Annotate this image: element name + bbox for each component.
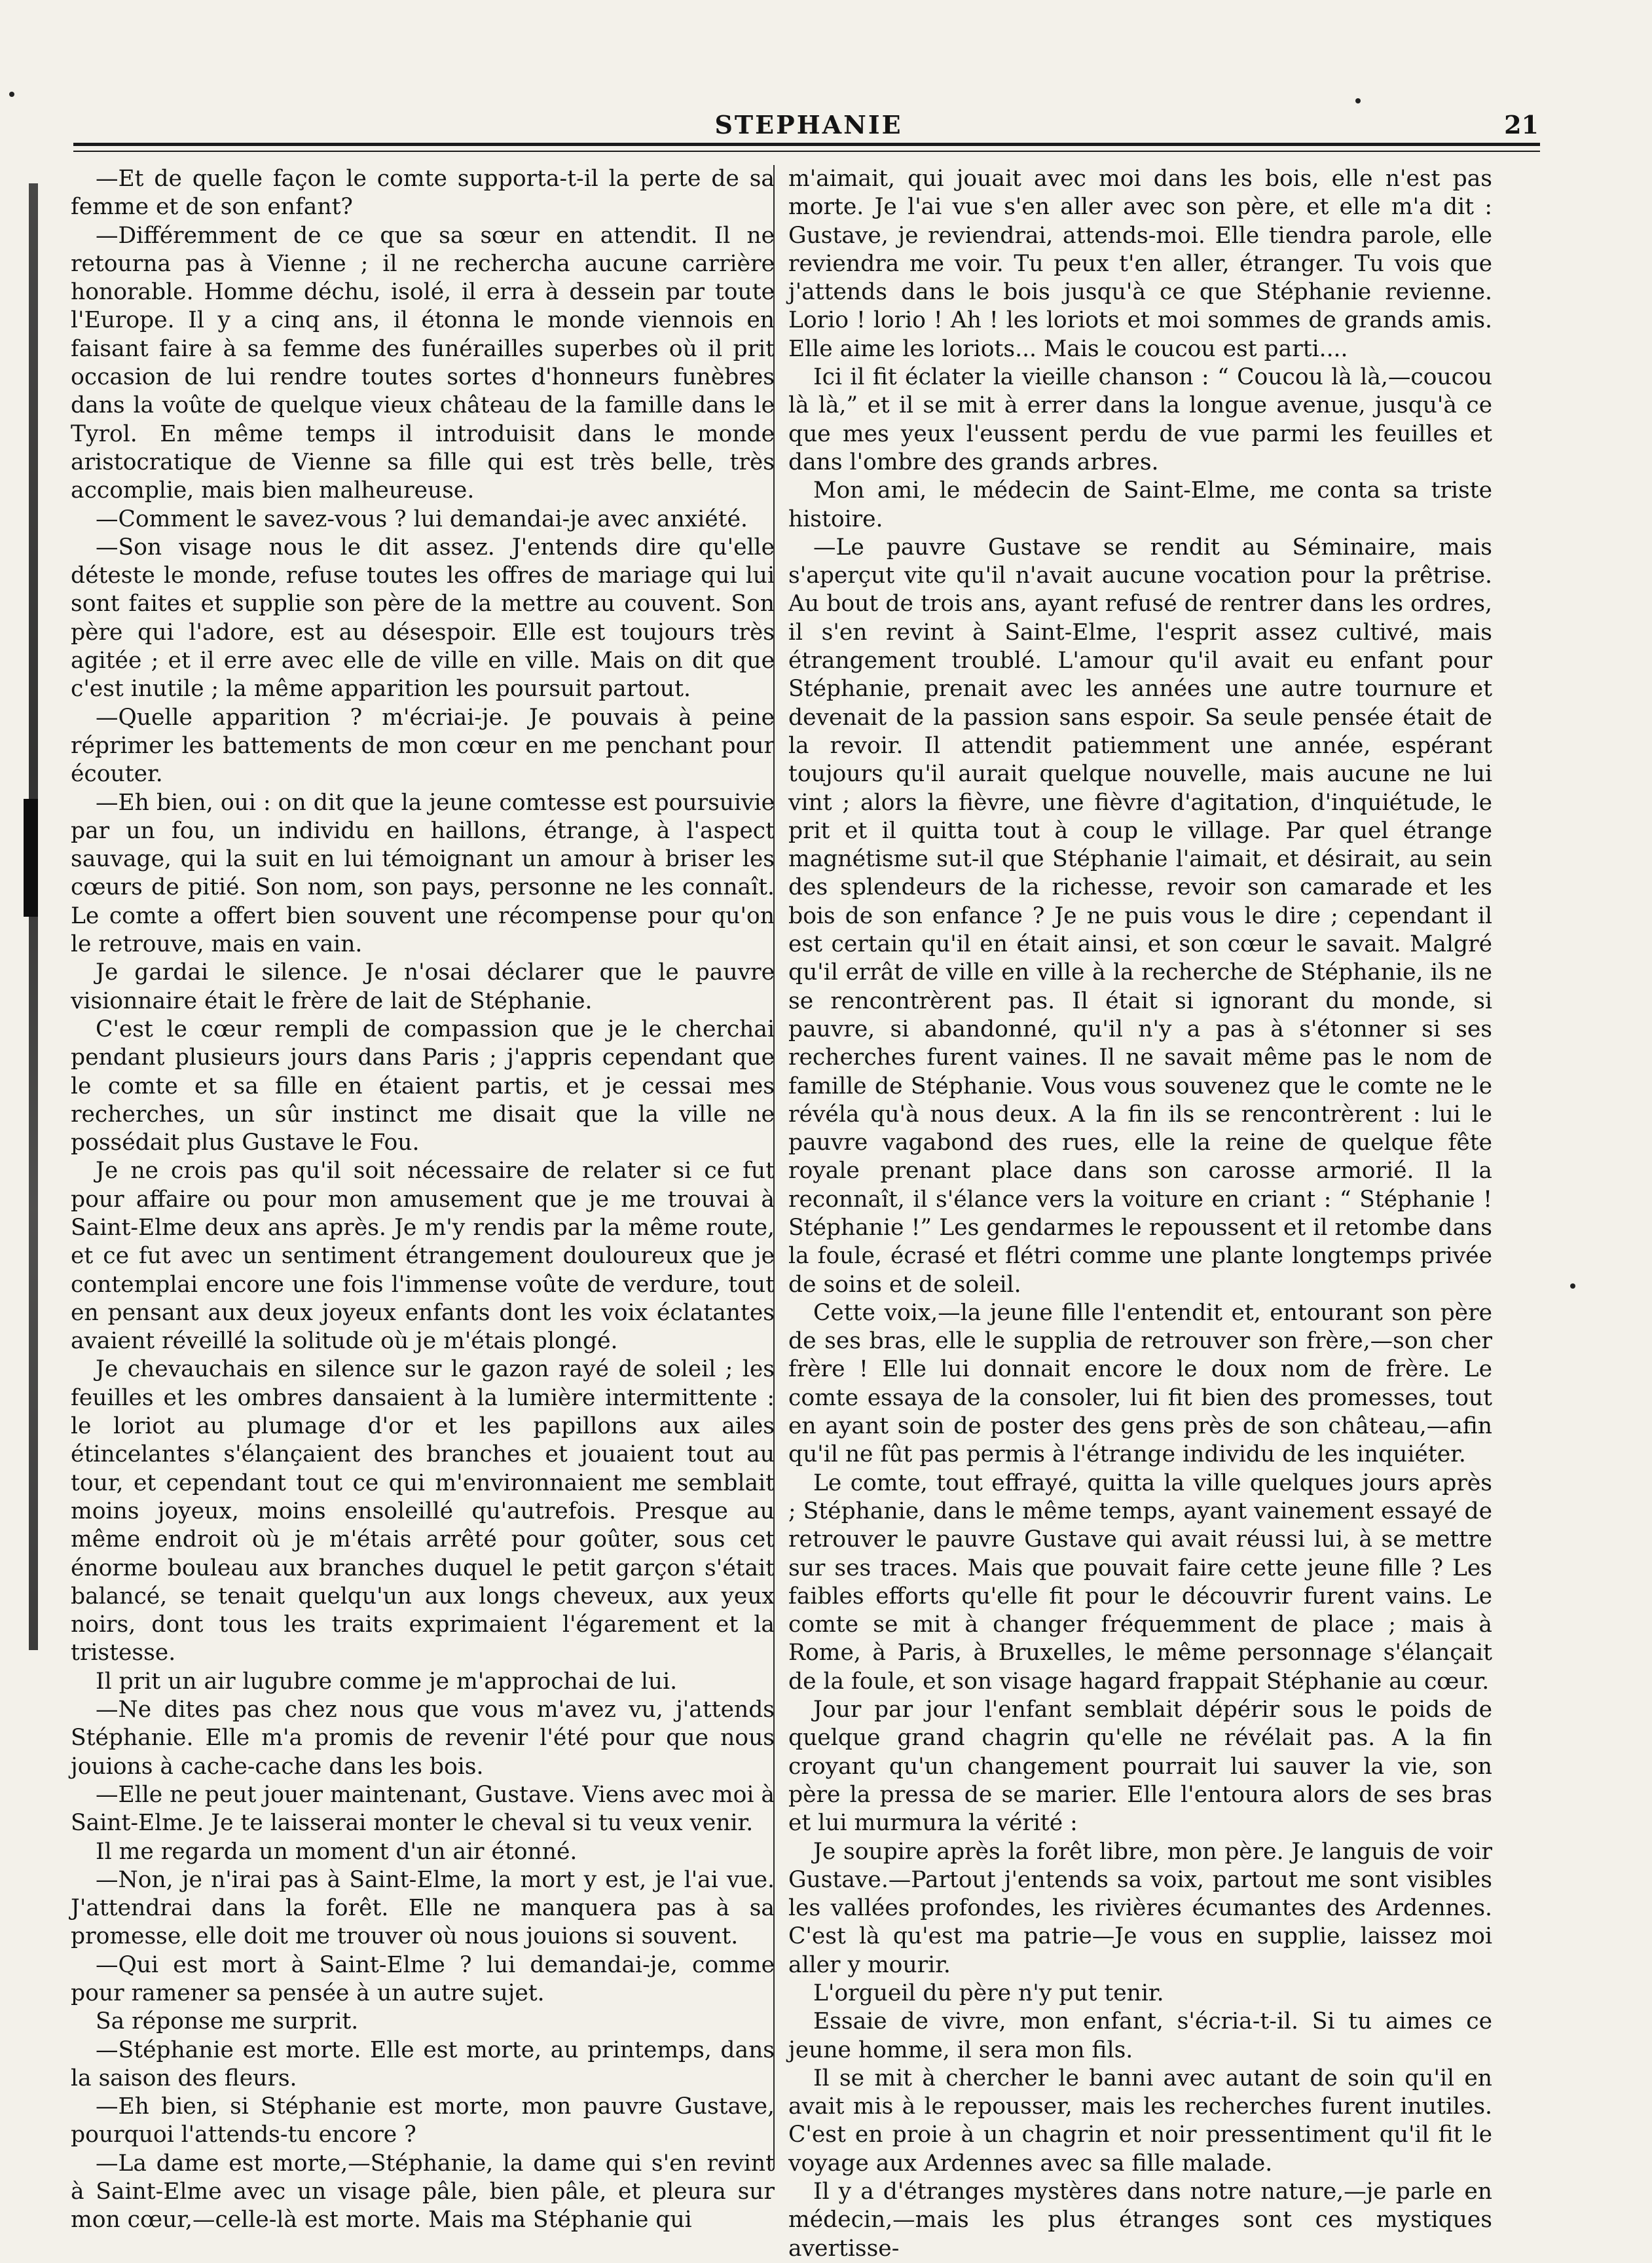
column-divider	[773, 165, 775, 2169]
scan-edge-mark	[24, 799, 38, 917]
paragraph: —Comment le savez-vous ? lui demandai-je avec anxiété.	[96, 506, 748, 532]
paragraph: —Son visage nous le dit assez. J'entends dire qu'elle déteste le monde, refuse toutes les offres de mariage qui lui sont faites et supplie son père de la mettre au couvent. Son père qui l'adore, est au désespoir. Elle est toujours très agitée ; et il erre avec elle de ville en ville. Mais on dit que c'est inutile ; la même apparition les poursuit partout.	[71, 534, 775, 703]
paragraph: Le comte, tout effrayé, quitta la ville quelques jours après ; Stéphanie, dans le même temps, ayant vainement essayé de retrouver le pauvre Gustave qui avait réussi lui, à se mettre sur ses traces. Mais que pouvait faire cette jeune fille ? Les faibles efforts qu'elle fit pour le découvrir furent vains. Le comte se mit à changer fréquemment de place ; mais à Rome, à Paris, à Bruxelles, le même personnage s'élançait de la foule, et son visage hagard frappait Stéphanie au cœur.	[788, 1469, 1492, 1695]
scan-speck	[9, 92, 14, 97]
paragraph: —Elle ne peut jouer maintenant, Gustave. Viens avec moi à Saint-Elme. Je te laisserai monter le cheval si tu veux venir.	[71, 1781, 775, 1837]
paragraph: Cette voix,—la jeune fille l'entendit et, entourant son père de ses bras, elle le supplia de retrouver son frère,—son cher frère ! Elle lui donnait encore le doux nom de frère. Le comte essaya de la consoler, lui fit bien des promesses, tout en ayant soin de poster des gens près de son château,—afin qu'il ne fût pas permis à l'étrange individu de les inquiéter.	[788, 1299, 1492, 1468]
paragraph: —La dame est morte,—Stéphanie, la dame qui s'en revint à Saint-Elme avec un visage pâle, bien pâle, et pleura sur mon cœur,—celle-là est morte. Mais ma Stéphanie qui	[71, 2150, 775, 2234]
paragraph: —Qui est mort à Saint-Elme ? lui demandai-je, comme pour ramener sa pensée à un autre sujet.	[71, 1951, 775, 2006]
paragraph: Essaie de vivre, mon enfant, s'écria-t-il. Si tu aimes ce jeune homme, il sera mon fils.	[788, 2008, 1492, 2063]
paragraph: L'orgueil du père n'y put tenir.	[813, 1980, 1164, 2006]
scan-speck	[1355, 98, 1361, 103]
scan-edge-shadow	[29, 183, 38, 1650]
paragraph: —Stéphanie est morte. Elle est morte, au printemps, dans la saison des fleurs.	[71, 2036, 775, 2091]
paragraph: Il se mit à chercher le banni avec autant de soin qu'il en avait mis à le repousser, mais les recherches furent inutiles. C'est en proie à un chagrin et noir pressentiment qu'il fit le voyage aux Ardennes avec sa fille malade.	[788, 2065, 1492, 2177]
paragraph: Ici il fit éclater la vieille chanson : “ Coucou là là,—coucou là là,” et il se mit à errer dans la longue avenue, jusqu'à ce que mes yeux l'eussent perdu de vue parmi les feuilles et dans l'ombre des grands arbres.	[788, 364, 1492, 475]
header-rule-thin	[73, 151, 1540, 152]
paragraph: —Ne dites pas chez nous que vous m'avez vu, j'attends Stéphanie. Elle m'a promis de revenir l'été pour que nous jouions à cache-cache dans les bois.	[71, 1697, 775, 1780]
paragraph: Je ne crois pas qu'il soit nécessaire de relater si ce fut pour affaire ou pour mon amusement que je me trouvai à Saint-Elme deux ans après. Je m'y rendis par la même route, et ce fut avec un sentiment étrangement douloureux que je contemplai encore une fois l'immense voûte de verdure, tout en pensant aux deux joyeux enfants dont les voix éclatantes avaient réveillé la solitude où je m'étais plongé.	[71, 1158, 775, 1355]
paragraph: Il me regarda un moment d'un air étonné.	[96, 1838, 578, 1865]
paragraph: Mon ami, le médecin de Saint-Elme, me conta sa triste histoire.	[788, 477, 1492, 532]
paragraph: —Le pauvre Gustave se rendit au Séminaire, mais s'aperçut vite qu'il n'avait aucune vocation pour la prêtrise. Au bout de trois ans, ayant refusé de rentrer dans les ordres, il s'en revint à Saint-Elme, l'esprit assez cultivé, mais étrangement troublé. L'amour qu'il avait eu enfant pour Stéphanie, prenait avec les années une autre tournure et devenait de la passion sans espoir. Sa seule pensée était de la revoir. Il attendit patiemment une année, espérant toujours qu'il aurait quelque nouvelle, mais aucune ne lui vint ; alors la fièvre, une fièvre d'agitation, d'inquiétude, le prit et il quitta tout à coup le village. Par quel étrange magnétisme sut-il que Stéphanie l'aimait, et désirait, au sein des splendeurs de la richesse, revoir son camarade et les bois de son enfance ? Je ne puis vous le dire ; cependant il est certain qu'il en était ainsi, et son cœur le savait. Malgré qu'il errât de ville en ville à la recherche de Stéphanie, ils ne se rencontrèrent pas. Il était si ignorant du monde, si pauvre, si abandonné, qu'il n'y a pas à s'étonner si ses recherches furent vaines. Il ne savait même pas le nom de famille de Stéphanie. Vous vous souvenez que le comte ne le révéla qu'à nous deux. A la fin ils se rencontrèrent : lui le pauvre vagabond des rues, elle la reine de quelque fête royale prenant place dans son carosse armorié. Il la reconnaît, il s'élance vers la voiture en criant : “ Stéphanie ! Stéphanie !” Les gendarmes le repoussent et il retombe dans la foule, écrasé et flétri comme une plante longtemps privée de soins et de soleil.	[788, 534, 1492, 1298]
paragraph: Il y a d'étranges mystères dans notre nature,—je parle en médecin,—mais les plus étranges sont ces mystiques avertisse-	[788, 2179, 1492, 2262]
paragraph: —Eh bien, oui : on dit que la jeune comtesse est poursuivie par un fou, un individu en haillons, étrange, à l'aspect sauvage, qui la suit en lui témoignant un amour à briser les cœurs de pitié. Son nom, son pays, personne ne les connaît. Le comte a offert bien souvent une récompense pour qu'on le retrouve, mais en vain.	[71, 789, 775, 958]
paragraph: Jour par jour l'enfant semblait dépérir sous le poids de quelque grand chagrin qu'elle ne révélait pas. A la fin croyant qu'un changement pourrait lui sauver la vie, son père la pressa de se marier. Elle l'entoura alors de ses bras et lui murmura la vérité :	[788, 1697, 1492, 1837]
paragraph: Il prit un air lugubre comme je m'approchai de lui.	[96, 1668, 678, 1695]
paragraph: —Non, je n'irai pas à Saint-Elme, la mort y est, je l'ai vue. J'attendrai dans la forêt. Elle ne manquera pas à sa promesse, elle doit me trouver où nous jouions si souvent.	[71, 1866, 775, 1950]
paragraph: m'aimait, qui jouait avec moi dans les bois, elle n'est pas morte. Je l'ai vue s'en aller avec son père, et elle m'a dit : Gustave, je reviendrai, attends-moi. Elle tiendra parole, elle reviendra me voir. Tu peux t'en aller, étranger. Tu vois que j'attends dans le bois jusqu'à ce que Stéphanie revienne. Lorio ! lorio ! Ah ! les loriots et moi sommes de grands amis. Elle aime les loriots... Mais le coucou est parti....	[788, 166, 1492, 362]
paragraph: —Différemment de ce que sa sœur en attendit. Il ne retourna pas à Vienne ; il ne rechercha aucune carrière honorable. Homme déchu, isolé, il erra à dessein par toute l'Europe. Il y a cinq ans, il étonna le monde viennois en faisant faire à sa femme des funérailles superbes où il prit occasion de lui rendre toutes sortes d'honneurs funèbres dans la voûte de quelque vieux château de la famille dans le Tyrol. En même temps il introduisit dans le monde aristocratique de Vienne sa fille qui est très belle, très accomplie, mais bien malheureuse.	[71, 222, 775, 504]
header-rule	[73, 143, 1540, 146]
paragraph: Sa réponse me surprit.	[96, 2008, 359, 2035]
paragraph: Je chevauchais en silence sur le gazon rayé de soleil ; les feuilles et les ombres dansaient à la lumière intermittente : le loriot au plumage d'or et les papillons aux ailes étincelantes s'élançaient des branches et jouaient tout au tour, et cependant tout ce qui m'environnaient me semblait moins joyeux, moins ensoleillé qu'autrefois. Presque au même endroit où je m'étais arrêté pour goûter, sous cet énorme bouleau aux branches duquel le petit garçon s'était balancé, se tenait quelqu'un aux longs cheveux, aux yeux noirs, dont tous les traits exprimaient l'égarement et la tristesse.	[71, 1356, 775, 1666]
right-column	[788, 165, 1492, 2262]
paragraph: —Quelle apparition ? m'écriai-je. Je pouvais à peine réprimer les battements de mon cœur en me penchant pour écouter.	[71, 704, 775, 788]
scan-speck	[1570, 1283, 1575, 1289]
paragraph: —Et de quelle façon le comte supporta-t-il la perte de sa femme et de son enfant?	[71, 166, 775, 221]
paragraph: —Eh bien, si Stéphanie est morte, mon pauvre Gustave, pourquoi l'attends-tu encore ?	[71, 2093, 775, 2148]
paragraph: Je gardai le silence. Je n'osai déclarer que le pauvre visionnaire était le frère de lait de Stéphanie.	[71, 959, 775, 1014]
running-title: STEPHANIE	[714, 110, 903, 139]
left-column	[71, 165, 775, 2234]
paragraph: C'est le cœur rempli de compassion que je le cherchai pendant plusieurs jours dans Paris ; j'appris cependant que le comte et sa fille en étaient partis, et je cessai mes recherches, un sûr instinct me disait que la ville ne possédait plus Gustave le Fou.	[71, 1016, 775, 1156]
page-number: 21	[1504, 110, 1539, 139]
paragraph: Je soupire après la forêt libre, mon père. Je languis de voir Gustave.—Partout j'entends sa voix, partout me sont visibles les vallées profondes, les rivières écumantes des Ardennes. C'est là qu'est ma patrie—Je vous en supplie, laissez moi aller y mourir.	[788, 1838, 1492, 1978]
